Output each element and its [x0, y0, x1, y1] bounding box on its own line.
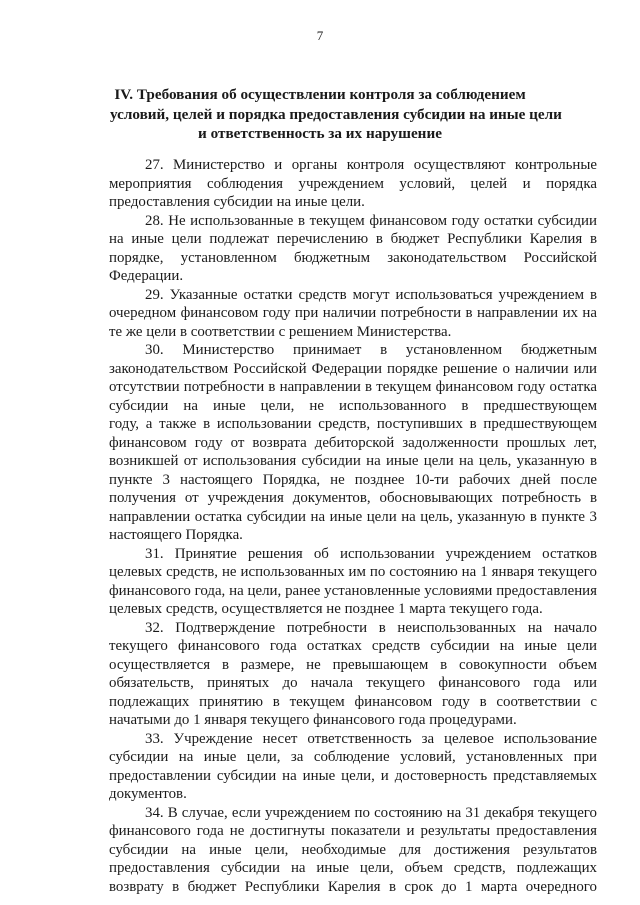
paragraph-line: текущего финансового года остатках средств субсидии на иные цели — [109, 638, 597, 654]
heading-line: IV. Требования об осуществлении контроля за соблюдением — [114, 86, 526, 103]
paragraph-line: 27. Министерство и органы контроля осуществляют контрольные — [145, 157, 597, 173]
paragraph — [109, 730, 597, 804]
page-number: 7 — [316, 28, 324, 43]
paragraph-line: субсидии на иные цели, за соблюдение условий, установленных при — [109, 749, 597, 765]
paragraph-line: 31. Принятие решения об использовании учреждением остатков — [145, 545, 597, 562]
paragraph-line: мероприятия соблюдения учреждением условий, целей и порядка — [109, 175, 597, 192]
paragraph — [109, 286, 597, 342]
paragraph — [109, 212, 597, 286]
paragraph-line: возврату в бюджет Республики Карелия в срок до 1 марта очередного — [109, 878, 597, 895]
paragraph-line: законодательством Российской Федерации порядке решение о наличии или — [109, 360, 597, 377]
paragraph-line: году, а также в использовании средств, поступивших в предшествующем — [109, 416, 597, 432]
paragraph-line: начатыми до 1 января текущего финансового года процедурами. — [109, 712, 517, 728]
paragraph-line: документов. — [109, 786, 187, 802]
paragraph — [109, 804, 597, 897]
section-heading — [110, 85, 562, 144]
paragraph-line: 34. В случае, если учреждением по состоянию на 31 декабря текущего — [145, 804, 597, 821]
paragraph-line: возникшей от использования субсидии на иные цели на цель, указанную в — [109, 453, 597, 469]
paragraph-line: подлежащих принятию в текущем финансовом году в соответствии с — [109, 693, 597, 710]
paragraph-line: Федерации. — [109, 268, 184, 284]
paragraph-line: 28. Не использованные в текущем финансовом году остатки субсидии — [145, 212, 597, 229]
paragraph-line: предоставления субсидии на иные цели, объем средств, подлежащих — [109, 860, 597, 876]
paragraph-line: направлении остатка субсидии на иные цели на цель, указанную в пункте 3 — [109, 508, 597, 525]
paragraph-line: получения от учреждения документов, обосновывающих потребность в — [109, 490, 597, 506]
paragraph — [109, 156, 597, 212]
paragraph-line: настоящего Порядка. — [109, 527, 243, 543]
paragraph-line: целевых средств, не использованных им по состоянию на 1 января текущего — [109, 564, 597, 580]
paragraph — [109, 341, 597, 545]
paragraph-line: 32. Подтверждение потребности в неиспользованных на начало — [145, 619, 597, 636]
paragraph-line: целевых средств, осуществляется не позднее 1 марта текущего года. — [109, 601, 543, 617]
paragraph-line: финансовом году от возврата дебиторской задолженности прошлых лет, — [109, 434, 597, 451]
document-body — [109, 156, 597, 896]
heading-line: условий, целей и порядка предоставления субсидии на иные цели — [110, 105, 562, 123]
paragraph-line: те же цели в соответствии с решением Министерства. — [109, 323, 452, 340]
paragraph-line: финансового года, на цели, ранее установленные условиями предоставления — [109, 582, 597, 599]
paragraph-line: порядке, установленном бюджетным законодательством Российской — [109, 249, 597, 266]
paragraph-line: субсидии на иные цели, необходимые для достижения результатов — [109, 841, 597, 858]
paragraph-line: финансового года не достигнуты показатели и результаты предоставления — [109, 823, 597, 839]
paragraph-line: отсутствии потребности в направлении в текущем финансовом году остатка — [109, 379, 597, 395]
heading-line: и ответственность за их нарушение — [198, 125, 442, 142]
paragraph-line: обязательств, принятых до начала текущего финансового года или — [109, 675, 597, 691]
paragraph-line: предоставлении субсидии на иные цели, и достоверность представляемых — [109, 767, 597, 784]
paragraph-line: предоставления субсидии на иные цели. — [109, 194, 365, 210]
paragraph-line: пункте 3 настоящего Порядка, не позднее 10-ти рабочих дней после — [109, 471, 597, 488]
paragraph — [109, 545, 597, 619]
paragraph — [109, 619, 597, 730]
paragraph-line: 29. Указанные остатки средств могут использоваться учреждением в — [145, 286, 597, 303]
paragraph-line: 33. Учреждение несет ответственность за целевое использование — [145, 730, 597, 747]
paragraph-line: 30. Министерство принимает в установленном бюджетным — [145, 342, 597, 358]
paragraph-line: осуществляется в размере, не превышающем в совокупности объем — [109, 656, 597, 673]
paragraph-line: на иные цели подлежат перечислению в бюджет Республики Карелия в — [109, 231, 597, 247]
paragraph-line: субсидии на иные цели, не использованного в предшествующем — [109, 397, 597, 414]
paragraph-line: очередном финансовом году при наличии потребности в направлении их на — [109, 305, 597, 321]
